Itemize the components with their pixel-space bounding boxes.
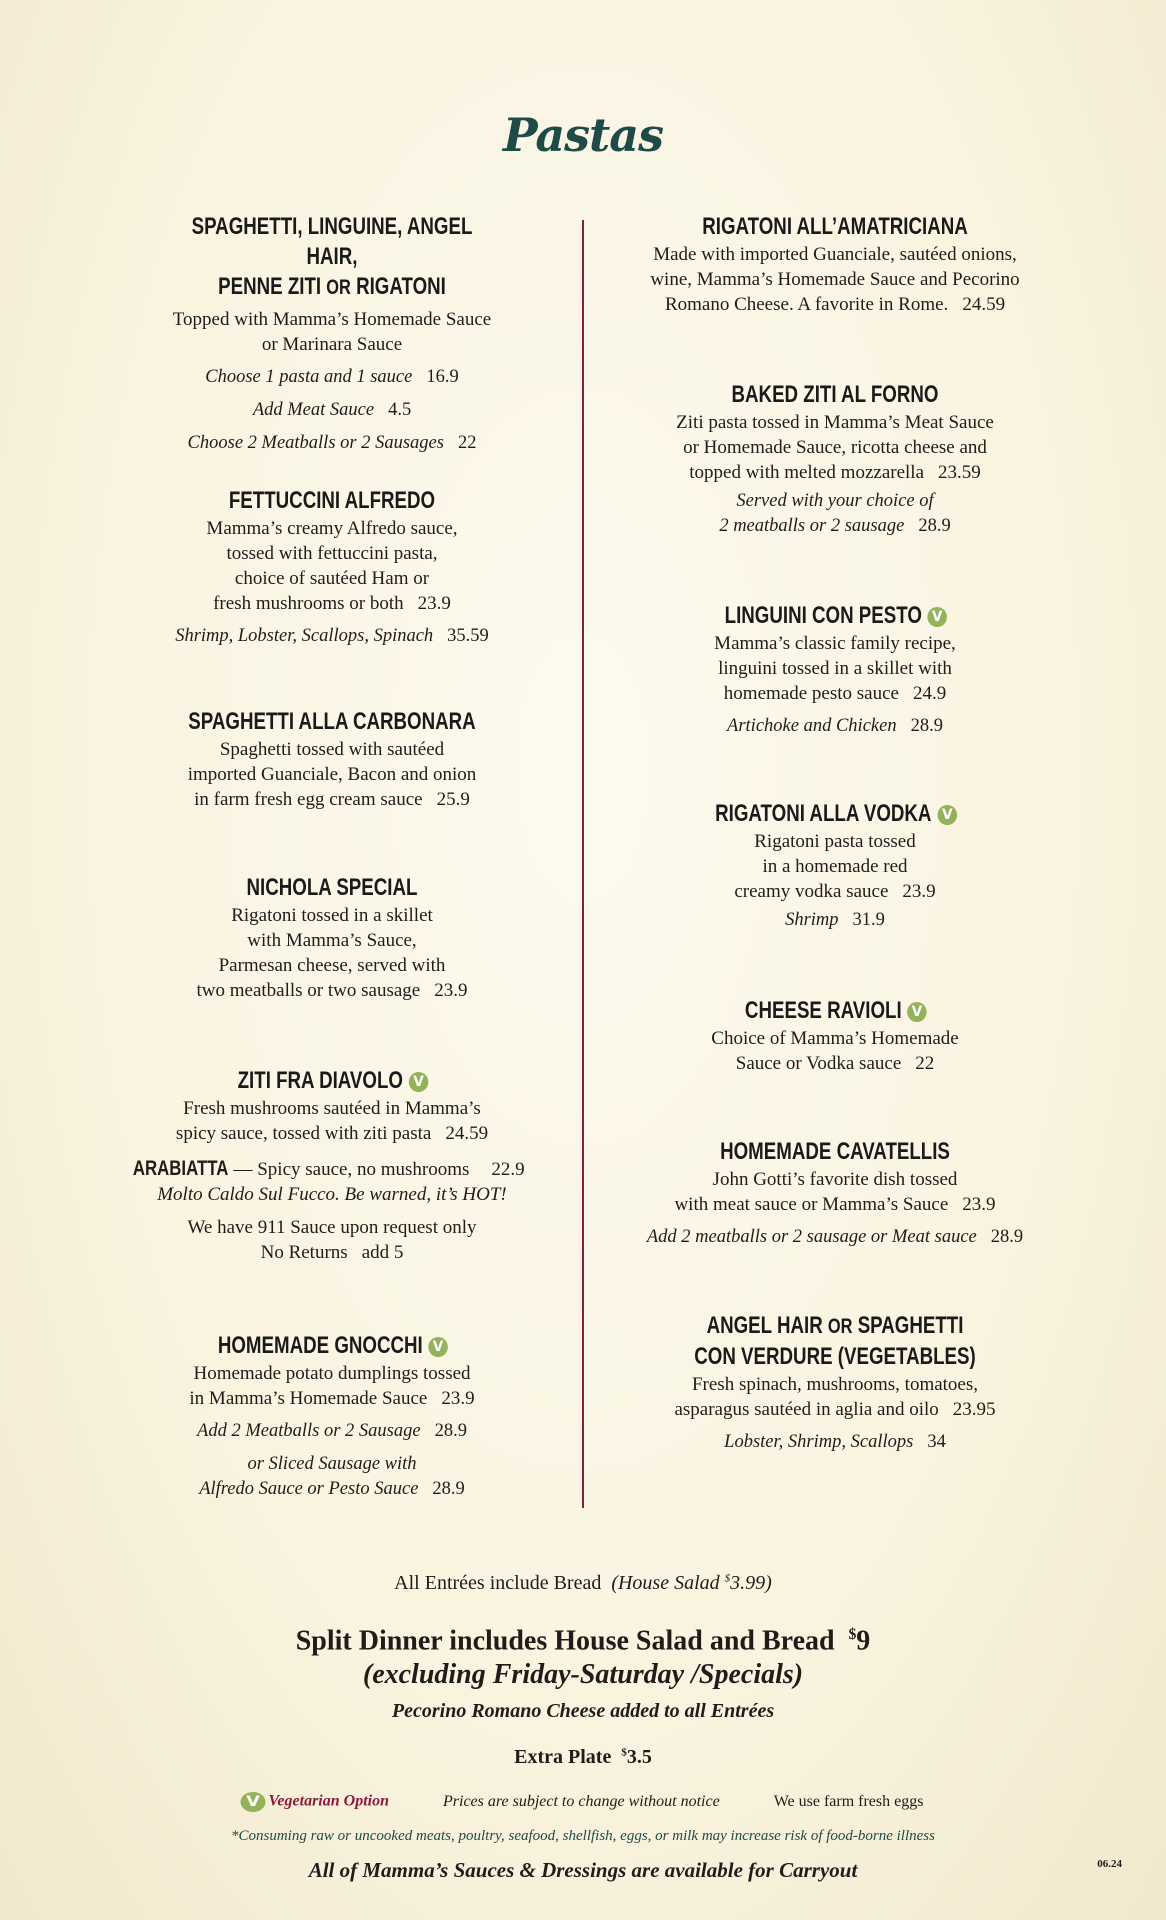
item-description: Homemade potato dumplings tossed in Mamma’s Homemade Sauce 23.9 bbox=[189, 1363, 475, 1409]
vegetarian-icon: V bbox=[240, 1792, 265, 1812]
item-name: ANGEL HAIR OR SPAGHETTI CON VERDURE (VEGETABLES) bbox=[694, 1312, 976, 1370]
item-option: Lobster, Shrimp, Scallops 34 bbox=[724, 1432, 946, 1452]
menu-item-cheese-ravioli bbox=[630, 996, 1040, 1076]
sauce-note: We have 911 Sauce upon request only No Returns add 5 bbox=[187, 1217, 477, 1263]
bread-note: All Entrées include Bread (House Salad $3.99) bbox=[394, 1572, 772, 1594]
item-option: Add 2 meatballs or 2 sausage or Meat sauce 28.9 bbox=[646, 1227, 1024, 1247]
spicy-warning: Molto Caldo Sul Fucco. Be warned, it’s HOT! bbox=[157, 1184, 507, 1205]
vegetarian-icon: V bbox=[409, 1072, 429, 1092]
pecorino-note: Pecorino Romano Cheese added to all Entrées bbox=[391, 1700, 775, 1722]
item-description: Rigatoni pasta tossed in a homemade red creamy vodka sauce 23.9 bbox=[734, 831, 936, 902]
item-name: SPAGHETTI ALLA CARBONARA bbox=[188, 708, 476, 735]
menu-item-fettuccini bbox=[132, 486, 532, 649]
menu-item-ziti-fra-diavolo bbox=[132, 1066, 532, 1265]
menu-date: 06.24 bbox=[1097, 1858, 1122, 1870]
item-description: Topped with Mamma’s Homemade Sauce or Marinara Sauce bbox=[172, 309, 492, 355]
item-option: or Sliced Sausage with Alfredo Sauce or Pesto Sauce 28.9 bbox=[199, 1454, 465, 1499]
item-description: Mamma’s classic family recipe, linguini tossed in a skillet with homemade pesto sauce 24.9 bbox=[714, 633, 956, 704]
vegetarian-option-label: Vegetarian Option bbox=[268, 1792, 389, 1810]
vegetarian-icon: V bbox=[429, 1337, 449, 1357]
item-description: Made with imported Guanciale, sautéed onions, wine, Mamma’s Homemade Sauce and Pecorino Romano Cheese. A favorite in Rome. 24.59 bbox=[650, 244, 1020, 315]
item-option: Shrimp, Lobster, Scallops, Spinach 35.59 bbox=[175, 626, 489, 646]
item-name: CHEESE RAVIOLI V bbox=[675, 996, 995, 1026]
carryout-note: All of Mamma’s Sauces & Dressings are available for Carryout bbox=[308, 1858, 858, 1882]
menu-item-nichola-special bbox=[132, 873, 532, 1003]
menu-item-spaghetti bbox=[132, 212, 532, 456]
item-name: NICHOLA SPECIAL bbox=[246, 874, 418, 901]
item-option: Add 2 Meatballs or 2 Sausage 28.9 bbox=[197, 1421, 467, 1441]
item-option: Artichoke and Chicken 28.9 bbox=[727, 716, 943, 736]
item-name: FETTUCCINI ALFREDO bbox=[228, 487, 436, 514]
item-name: RIGATONI ALLA VODKA V bbox=[675, 799, 995, 829]
consumption-warning: *Consuming raw or uncooked meats, poultry, seafood, shellfish, eggs, or milk may increase risk of food-borne illness bbox=[231, 1828, 935, 1844]
item-name: LINGUINI CON PESTO V bbox=[675, 601, 995, 631]
prices-note: Prices are subject to change without notice bbox=[443, 1792, 720, 1810]
split-dinner-note: Split Dinner includes House Salad and Bread $9 (excluding Friday-Saturday /Specials) bbox=[295, 1625, 871, 1691]
column-divider bbox=[582, 220, 584, 1508]
menu-item-gnocchi bbox=[132, 1331, 532, 1502]
item-description: Fresh mushrooms sautéed in Mamma’s spicy sauce, tossed with ziti pasta 24.59 bbox=[175, 1098, 489, 1144]
vegetarian-icon: V bbox=[928, 607, 948, 627]
extra-plate-note: Extra Plate $3.5 bbox=[514, 1746, 652, 1768]
item-name: ZITI FRA DIAVOLO V bbox=[176, 1066, 488, 1096]
item-description: Choice of Mamma’s Homemade Sauce or Vodka sauce 22 bbox=[711, 1028, 959, 1074]
item-name: BAKED ZITI AL FORNO bbox=[731, 381, 939, 408]
vegetarian-icon: V bbox=[937, 805, 957, 825]
menu-item-cavatellis bbox=[630, 1137, 1040, 1250]
item-name: HOMEMADE CAVATELLIS bbox=[720, 1138, 950, 1165]
item-option: Add Meat Sauce 4.5 bbox=[252, 400, 412, 420]
item-description: Rigatoni tossed in a skillet with Mamma’s Sauce, Parmesan cheese, served with two meatballs or two sausage 23.9 bbox=[196, 905, 468, 1001]
menu-item-linguini-pesto bbox=[630, 601, 1040, 739]
item-name: SPAGHETTI, LINGUINE, ANGEL HAIR, PENNE ZITI OR RIGATONI bbox=[191, 213, 473, 300]
item-description: Mamma’s creamy Alfredo sauce, tossed with fettuccini pasta, choice of sautéed Ham or fresh mushrooms or both 23.9 bbox=[206, 518, 458, 614]
item-option: Choose 1 pasta and 1 sauce 16.9 bbox=[205, 367, 459, 387]
menu-item-baked-ziti bbox=[630, 380, 1040, 539]
item-name: RIGATONI ALL’AMATRICIANA bbox=[702, 213, 968, 240]
arabiatta-variation: ARABIATTA — Spicy sauce, no mushrooms 22.9 bbox=[133, 1157, 525, 1180]
menu-item-carbonara bbox=[132, 707, 532, 812]
eggs-note: We use farm fresh eggs bbox=[773, 1792, 924, 1810]
vegetarian-icon: V bbox=[908, 1002, 928, 1022]
item-name: HOMEMADE GNOCCHI V bbox=[176, 1331, 488, 1361]
legend-line bbox=[0, 1792, 1166, 1812]
item-option: Served with your choice of 2 meatballs or 2 sausage 28.9 bbox=[719, 491, 951, 536]
item-description: Fresh spinach, mushrooms, tomatoes, asparagus sautéed in aglia and oilo 23.95 bbox=[674, 1374, 996, 1420]
item-description: John Gotti’s favorite dish tossed with meat sauce or Mamma’s Sauce 23.9 bbox=[674, 1169, 996, 1215]
item-description: Spaghetti tossed with sautéed imported Guanciale, Bacon and onion in farm fresh egg cream sauce 25.9 bbox=[187, 739, 477, 810]
item-option: Choose 2 Meatballs or 2 Sausages 22 bbox=[187, 433, 477, 453]
menu-item-rigatoni-vodka bbox=[630, 799, 1040, 933]
menu-item-amatriciana bbox=[630, 212, 1040, 317]
item-description: Ziti pasta tossed in Mamma’s Meat Sauce or Homemade Sauce, ricotta cheese and topped with melted mozzarella 23.59 bbox=[676, 412, 994, 483]
menu-item-con-verdure bbox=[630, 1311, 1040, 1455]
item-option: Shrimp 31.9 bbox=[785, 910, 885, 930]
page-title: Pastas bbox=[502, 108, 663, 162]
